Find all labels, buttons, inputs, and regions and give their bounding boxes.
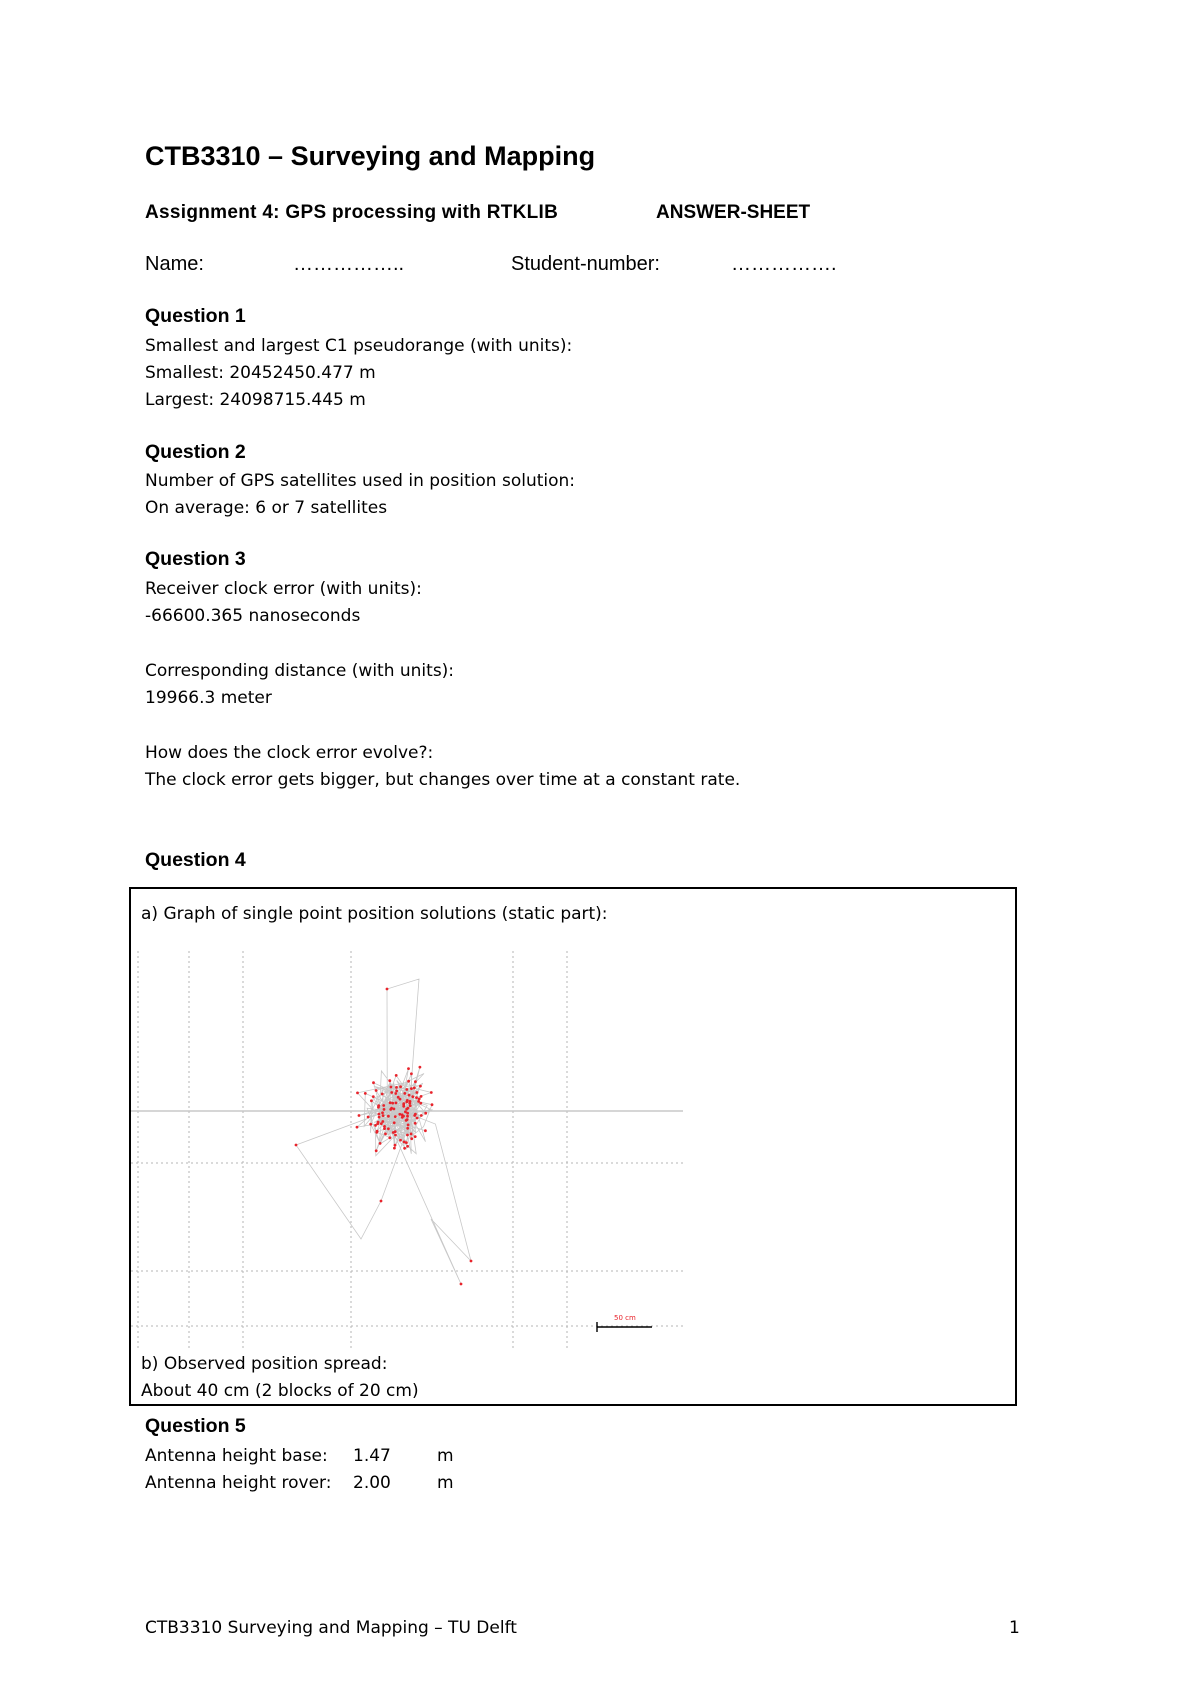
position-point <box>377 1106 380 1109</box>
antenna-height-rover-value: 2.00 <box>353 1473 391 1493</box>
student-number-field: ……………. <box>731 253 837 275</box>
position-point <box>395 1102 398 1105</box>
page-number: 1 <box>1009 1618 1020 1638</box>
position-point <box>394 1134 397 1137</box>
position-point <box>379 1142 382 1145</box>
antenna-height-base-label: Antenna height base: <box>145 1446 328 1466</box>
position-point <box>399 1085 402 1088</box>
position-point <box>375 1131 378 1134</box>
question-2-heading: Question 2 <box>145 441 246 463</box>
position-point <box>389 1101 392 1104</box>
position-point <box>410 1133 413 1136</box>
document-title: CTB3310 – Surveying and Mapping <box>145 141 596 171</box>
position-point <box>416 1091 419 1094</box>
position-point <box>411 1095 414 1098</box>
position-point <box>378 1116 381 1119</box>
position-point <box>407 1124 410 1127</box>
position-point <box>470 1260 473 1263</box>
position-point <box>406 1127 409 1130</box>
position-point <box>417 1100 420 1103</box>
question-4-answer-box <box>129 887 1017 1406</box>
position-point <box>381 1111 384 1114</box>
student-number-label: Student-number: <box>511 253 660 275</box>
plot-grid <box>131 951 683 1349</box>
antenna-height-base-value: 1.47 <box>353 1446 391 1466</box>
position-point <box>419 1066 422 1069</box>
position-point <box>356 1126 359 1129</box>
position-point <box>406 1112 409 1115</box>
position-point <box>405 1119 408 1122</box>
position-point <box>364 1092 367 1095</box>
position-point <box>419 1085 422 1088</box>
position-point <box>397 1096 400 1099</box>
question-3-clock-prompt: Receiver clock error (with units): <box>145 579 422 599</box>
scale-bar <box>597 1314 652 1332</box>
position-point <box>401 1116 404 1119</box>
position-point <box>386 988 389 991</box>
position-point <box>393 1108 396 1111</box>
position-point <box>406 1145 409 1148</box>
position-point <box>378 1113 381 1116</box>
position-point <box>415 1096 418 1099</box>
position-point <box>393 1121 396 1124</box>
position-point <box>408 1094 411 1097</box>
question-2-prompt: Number of GPS satellites used in position solution: <box>145 471 576 491</box>
position-point <box>399 1139 402 1142</box>
position-point <box>416 1117 419 1120</box>
position-point <box>372 1095 375 1098</box>
position-point <box>403 1147 406 1150</box>
position-point <box>409 1100 412 1103</box>
position-point <box>402 1105 405 1108</box>
position-point <box>395 1074 398 1077</box>
position-point <box>407 1080 410 1083</box>
question-1-largest: Largest: 24098715.445 m <box>145 390 366 410</box>
position-point <box>424 1112 427 1115</box>
position-point <box>403 1092 406 1095</box>
position-point <box>430 1091 433 1094</box>
position-point <box>383 1108 386 1111</box>
position-point <box>431 1103 434 1106</box>
position-point <box>381 1120 384 1123</box>
position-point <box>295 1144 298 1147</box>
question-3-clock-answer: -66600.365 nanoseconds <box>145 606 361 626</box>
position-point <box>398 1113 401 1116</box>
antenna-height-rover-unit: m <box>437 1473 454 1493</box>
question-4-heading: Question 4 <box>145 849 246 871</box>
position-point <box>418 1098 421 1101</box>
position-point <box>375 1149 378 1152</box>
position-point <box>405 1141 408 1144</box>
position-point <box>358 1114 361 1117</box>
question-3-evolve-answer: The clock error gets bigger, but changes over time at a constant rate. <box>145 770 741 790</box>
position-point <box>405 1088 408 1091</box>
position-point <box>387 1127 390 1130</box>
position-point <box>375 1089 378 1092</box>
position-point <box>414 1135 417 1138</box>
question-1-smallest: Smallest: 20452450.477 m <box>145 363 376 383</box>
position-point <box>394 1115 397 1118</box>
question-3-distance-prompt: Corresponding distance (with units): <box>145 661 455 681</box>
position-point <box>394 1092 397 1095</box>
position-point <box>383 1127 386 1130</box>
position-point <box>410 1137 413 1140</box>
position-point <box>402 1102 405 1105</box>
position-point <box>420 1114 423 1117</box>
position-point <box>413 1087 416 1090</box>
position-point <box>356 1092 359 1095</box>
position-point <box>387 1115 390 1118</box>
assignment-subtitle: Assignment 4: GPS processing with RTKLIB <box>145 202 559 223</box>
position-point <box>414 1080 417 1083</box>
position-scatter-plot <box>131 889 1014 1403</box>
antenna-height-base-unit: m <box>437 1446 454 1466</box>
position-point <box>410 1072 413 1075</box>
position-point <box>406 1115 409 1118</box>
question-3-heading: Question 3 <box>145 548 246 570</box>
position-point <box>388 1079 391 1082</box>
position-point <box>393 1147 396 1150</box>
question-2-answer: On average: 6 or 7 satellites <box>145 498 388 518</box>
position-point <box>394 1130 397 1133</box>
question-1-heading: Question 1 <box>145 305 246 327</box>
position-point <box>406 1099 409 1102</box>
position-point <box>394 1144 397 1147</box>
position-point <box>372 1081 375 1084</box>
position-point <box>395 1086 398 1089</box>
position-point <box>384 1133 387 1136</box>
track-line <box>296 979 471 1284</box>
name-label: Name: <box>145 253 204 275</box>
position-point <box>367 1116 370 1119</box>
position-point <box>419 1102 422 1105</box>
position-point <box>407 1067 410 1070</box>
position-point <box>401 1113 404 1116</box>
question-3-evolve-prompt: How does the clock error evolve?: <box>145 743 434 763</box>
position-point <box>370 1099 373 1102</box>
antenna-height-rover-label: Antenna height rover: <box>145 1473 332 1493</box>
position-point <box>382 1104 385 1107</box>
position-point <box>406 1134 409 1137</box>
position-point <box>380 1200 383 1203</box>
position-point <box>395 1090 398 1093</box>
position-point <box>409 1104 412 1107</box>
position-point <box>407 1107 410 1110</box>
position-point <box>390 1086 393 1089</box>
position-track <box>296 979 471 1284</box>
position-point <box>391 1102 394 1105</box>
position-point <box>388 1136 391 1139</box>
question-3-distance-answer: 19966.3 meter <box>145 688 272 708</box>
position-point <box>424 1129 427 1132</box>
question-4-part-a: a) Graph of single point position solutions (static part): <box>141 904 608 924</box>
position-point <box>369 1123 372 1126</box>
position-point <box>410 1087 413 1090</box>
position-point <box>420 1095 423 1098</box>
question-1-prompt: Smallest and largest C1 pseudorange (with units): <box>145 336 573 356</box>
scale-bar-label: 50 cm <box>614 1314 636 1322</box>
position-point <box>381 1093 384 1096</box>
position-point <box>374 1124 377 1127</box>
question-5-heading: Question 5 <box>145 1415 246 1437</box>
position-point <box>414 1122 417 1125</box>
question-4-part-b-answer: About 40 cm (2 blocks of 20 cm) <box>141 1381 419 1401</box>
position-point <box>390 1091 393 1094</box>
position-point <box>414 1113 417 1116</box>
page-footer: CTB3310 Surveying and Mapping – TU Delft <box>145 1618 517 1638</box>
position-point <box>460 1283 463 1286</box>
question-4-part-b-label: b) Observed position spread: <box>141 1354 388 1374</box>
name-field: …………….. <box>293 253 405 275</box>
position-point <box>382 1114 385 1117</box>
answer-sheet-label: ANSWER-SHEET <box>656 202 811 223</box>
